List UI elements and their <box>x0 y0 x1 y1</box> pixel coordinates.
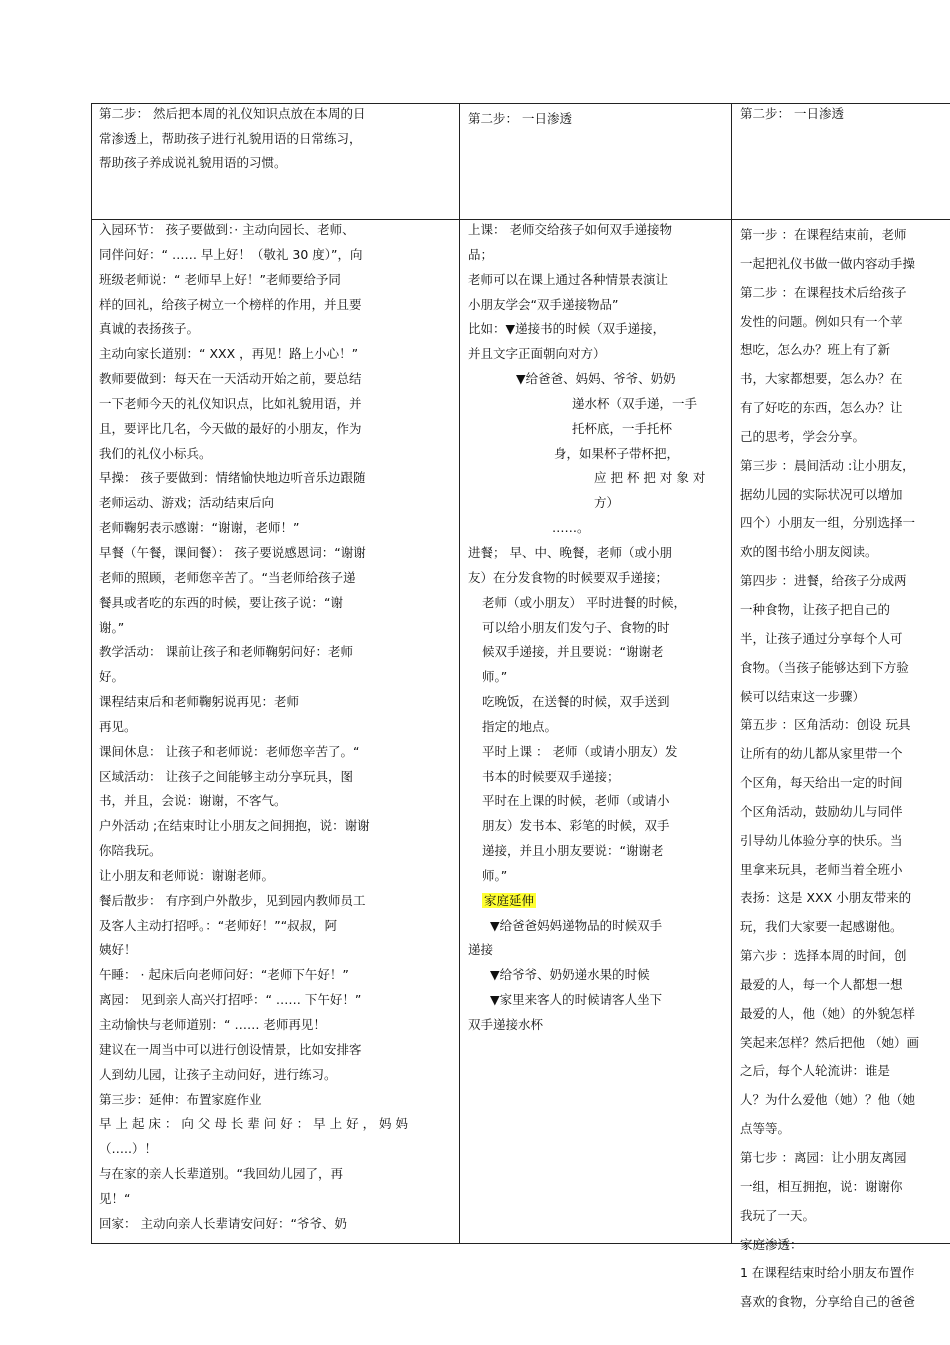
text-line-content: 方） <box>594 495 620 511</box>
text-line-content: 候双手递接，并且要说：“谢谢老 <box>482 644 664 660</box>
text-line <box>740 1144 950 1173</box>
text-line <box>99 938 455 963</box>
text-line-content: 户外活动 ;在结束时让小朋友之间拥抱，说：谢谢 <box>99 818 370 834</box>
text-line <box>740 654 950 683</box>
text-line-content: 第六步 ：选择本周的时间，创 <box>740 948 907 964</box>
text-line-content: 有了好吃的东西，怎么办？让 <box>740 400 903 416</box>
column-divider-2 <box>731 103 732 1244</box>
text-line <box>99 218 455 243</box>
text-line-content: 且，要评比几名，今天做的最好的小朋友，作为 <box>99 420 362 436</box>
text-line <box>468 243 726 268</box>
text-line <box>468 367 726 392</box>
text-line-content: 平时在上课的时候，老师（或请小 <box>482 793 670 809</box>
text-line <box>740 1086 950 1115</box>
text-line <box>99 765 455 790</box>
text-line-content: 里拿来玩具，老师当着全班小 <box>740 861 903 877</box>
text-line-content: 笑起来怎样？然后把他 （她）画 <box>740 1034 919 1050</box>
text-line <box>468 938 726 963</box>
text-line-content: 身，如果杯子带杯把， <box>554 445 680 461</box>
text-line-content: 指定的地点。 <box>482 718 558 734</box>
text-line <box>740 1231 950 1260</box>
text-line <box>740 942 950 971</box>
text-line <box>468 864 726 889</box>
text-line-content: 餐后散步： 有序到户外散步，见到园内教师员工 <box>99 892 366 908</box>
text-line <box>740 913 950 942</box>
text-line <box>740 1029 950 1058</box>
text-line <box>99 1162 455 1187</box>
text-line-content: 第四步 ：进餐，给孩子分成两 <box>740 573 907 589</box>
text-line: 常渗透上，帮助孩子进行礼貌用语的日常练习， <box>99 130 362 146</box>
text-line-content: 师。” <box>482 669 508 685</box>
text-line-content: 表扬：这是 XXX 小朋友带来的 <box>740 890 912 906</box>
text-line-content: 朋友）发书本、彩笔的时候，双手 <box>482 818 670 834</box>
text-line-content: 可以给小朋友们发勺子、食物的时 <box>482 619 670 635</box>
text-line <box>740 250 950 279</box>
text-line-content: 一组，相互拥抱，说：谢谢你 <box>740 1178 903 1194</box>
text-line: 第二步： 然后把本周的礼仪知识点放在本周的日 <box>99 106 366 121</box>
text-line-content: 友）在分发食物的时候要双手递接； <box>468 569 669 585</box>
text-line <box>740 884 950 913</box>
text-line <box>740 1288 950 1317</box>
text-line-content: 托杯底，一手托杯 <box>572 420 673 436</box>
text-line-content: 老师的照顾，老师您辛苦了。“当老师给孩子递 <box>99 569 356 585</box>
text-line <box>99 591 455 616</box>
text-line <box>468 814 726 839</box>
text-line <box>99 665 455 690</box>
text-line <box>740 279 950 308</box>
text-line-content: 书，并且，会说：谢谢，不客气。 <box>99 793 287 809</box>
text-line-content: 真诚的表扬孩子。 <box>99 321 200 337</box>
text-line <box>99 317 455 342</box>
text-line <box>99 889 455 914</box>
text-line-content: 谢。” <box>99 619 125 635</box>
text-line <box>740 308 950 337</box>
text-line <box>99 963 455 988</box>
col3-body-cell <box>740 221 950 1317</box>
text-line-content: 吃晚饭，在送餐的时候，双手送到 <box>482 694 670 710</box>
text-line <box>468 914 726 939</box>
text-line-content: 据幼儿园的实际状况可以增加 <box>740 486 903 502</box>
text-line-content: 教师要做到：每天在一天活动开始之前，要总结 <box>99 371 362 387</box>
text-line-content: 课间休息： 让孩子和老师说：老师您辛苦了。“ <box>99 743 360 759</box>
text-line <box>740 625 950 654</box>
text-line-content: 人？为什么爱他（她）？他（她 <box>740 1092 916 1108</box>
col2-body-cell <box>468 218 726 1038</box>
text-line-content: （…..）！ <box>99 1141 157 1157</box>
text-line <box>468 317 726 342</box>
text-line-content: 欢的图书给小朋友阅读。 <box>740 544 878 560</box>
text-line <box>740 481 950 510</box>
text-line <box>740 1000 950 1029</box>
text-line-content: 我们的礼仪小标兵。 <box>99 445 212 461</box>
text-line-content: 最爱的人，他（她）的外貌怎样 <box>740 1005 916 1021</box>
text-line <box>99 491 455 516</box>
text-line <box>740 827 950 856</box>
text-line-content: 书本的时候要双手递接； <box>482 768 620 784</box>
text-line-content: ▼给爸爸妈妈递物品的时候双手 <box>490 917 663 933</box>
top-row-col1-cell <box>99 102 455 176</box>
top-row-col3-cell <box>740 102 950 127</box>
text-line <box>740 365 950 394</box>
text-line <box>468 417 726 442</box>
text-line-content: 姨好！ <box>99 942 137 958</box>
text-line <box>740 1115 950 1144</box>
text-line-content: ▼给爸爸、妈妈、爷爷、奶奶 <box>516 371 676 387</box>
text-line-content: 递接 <box>468 942 494 958</box>
text-line-content: 区域活动： 让孩子之间能够主动分享玩具，图 <box>99 768 353 784</box>
text-line-content: 应 把 杯 把 对 象 对 <box>594 470 706 486</box>
text-line-content: 第七步 ：离园：让小朋友离园 <box>740 1150 907 1165</box>
text-line-content: 一下老师今天的礼仪知识点，比如礼貌用语，并 <box>99 395 362 411</box>
text-line-content: 老师（或小朋友） 平时进餐的时候， <box>482 594 686 610</box>
text-line <box>740 683 950 712</box>
text-line <box>99 988 455 1013</box>
text-line-content: 玩，我们大家要一起感谢他。 <box>740 919 903 935</box>
text-line <box>99 466 455 491</box>
text-line-content: 样的回礼，给孩子树立一个榜样的作用，并且要 <box>99 296 362 312</box>
column-divider-1 <box>459 103 460 1244</box>
text-line <box>99 1063 455 1088</box>
text-line-content: 好。 <box>99 669 125 685</box>
text-line-content: 1 在课程结束时给小朋友布置作 <box>740 1265 915 1281</box>
text-line <box>99 293 455 318</box>
text-line <box>99 914 455 939</box>
text-line <box>99 243 455 268</box>
step-heading: 第二步： 一日渗透 <box>468 111 572 126</box>
text-line-content: 课程结束后和老师鞠躬说再见：老师 <box>99 694 300 710</box>
text-line <box>468 839 726 864</box>
text-line-content: 半，让孩子通过分享每个人可 <box>740 630 903 646</box>
text-line-content: 己的思考，学会分享。 <box>740 428 866 444</box>
text-line <box>99 1112 455 1137</box>
text-line <box>740 711 950 740</box>
text-line <box>99 516 455 541</box>
text-line-content: 四个）小朋友一组，分别选择一 <box>740 515 916 531</box>
text-line-content: 餐具或者吃的东西的时候，要让孩子说：“谢 <box>99 594 343 610</box>
text-line <box>468 342 726 367</box>
text-line-content: 早操： 孩子要做到：情绪愉快地边听音乐边跟随 <box>99 470 366 486</box>
text-line <box>99 640 455 665</box>
text-line-content: ▼给爷爷、奶奶递水果的时候 <box>490 967 650 983</box>
text-line-content: 递接，并且小朋友要说：“谢谢老 <box>482 843 664 859</box>
text-line <box>99 417 455 442</box>
text-line <box>99 342 455 367</box>
text-line <box>468 566 726 591</box>
text-line-content: 一种食物，让孩子把自己的 <box>740 601 891 617</box>
text-line <box>740 1202 950 1231</box>
text-line-content: 递水杯（双手递，一手 <box>572 395 698 411</box>
text-line-content: 人到幼儿园，让孩子主动问好，进行练习。 <box>99 1066 337 1082</box>
text-line <box>468 640 726 665</box>
text-line <box>99 541 455 566</box>
text-line <box>468 740 726 765</box>
text-line-content: 第二步 ：在课程技术后给孩子 <box>740 284 907 300</box>
text-line <box>468 392 726 417</box>
text-line-content: 回家： 主动向亲人长辈请安问好：“爷爷、奶 <box>99 1215 347 1231</box>
text-line <box>99 566 455 591</box>
text-line <box>468 516 726 541</box>
text-line <box>740 221 950 250</box>
text-line <box>740 596 950 625</box>
text-line-content: 建议在一周当中可以进行创设情景，比如安排客 <box>99 1041 362 1057</box>
text-line-content: 早 上 起 床 ： 向 父 母 长 辈 问 好 ： 早 上 好 ， 妈 妈 <box>99 1116 409 1132</box>
text-line <box>99 1187 455 1212</box>
text-line <box>99 789 455 814</box>
table-left-border <box>91 103 92 1244</box>
text-line <box>468 1013 726 1038</box>
text-line-content: 及客人主动打招呼。：“老师好！”“叔叔，阿 <box>99 917 338 933</box>
text-line <box>740 336 950 365</box>
text-line <box>740 856 950 885</box>
text-line <box>740 1173 950 1202</box>
text-line <box>740 1057 950 1086</box>
text-line-content: 食物。（当孩子能够达到下方验 <box>740 659 909 675</box>
text-line: 帮助孩子养成说礼貌用语的习惯。 <box>99 155 287 171</box>
text-line-content: 之后，每个人轮流讲：谁是 <box>740 1063 891 1079</box>
step-heading: 第二步： 一日渗透 <box>740 106 844 121</box>
text-line-content: 并且文字正面朝向对方） <box>468 346 606 362</box>
text-line-content: 第一步 ：在课程结束前，老师 <box>740 227 907 242</box>
text-line-content: 家庭渗透： <box>740 1236 803 1252</box>
text-line-content: 第三步 ：晨间活动 :让小朋友， <box>740 457 915 473</box>
text-line <box>99 367 455 392</box>
text-line <box>99 715 455 740</box>
text-line-content: 教学活动： 课前让孩子和老师鞠躬问好：老师 <box>99 644 353 660</box>
text-line-content: 师。” <box>482 867 508 883</box>
text-line-content: 个区角活动，鼓励幼儿与同伴 <box>740 803 903 819</box>
text-line-content: 离园： 见到亲人高兴打招呼：“ …… 下午好！” <box>99 992 362 1008</box>
text-line-content: 进餐； 早、中、晚餐，老师（或小朋 <box>468 544 672 560</box>
text-line-content: 候可以结束这一步骤） <box>740 688 866 704</box>
text-line <box>468 293 726 318</box>
text-line <box>468 690 726 715</box>
text-line <box>740 423 950 452</box>
text-line <box>468 268 726 293</box>
text-line-content: 书，大家都想要，怎么办？在 <box>740 371 903 387</box>
text-line <box>99 1013 455 1038</box>
text-line <box>740 538 950 567</box>
text-line-content: 主动向家长道别：“ XXX ，再见！路上小心！” <box>99 346 359 362</box>
text-line <box>99 268 455 293</box>
text-line-content: 老师运动、游戏；活动结束后向 <box>99 495 275 511</box>
text-line <box>468 466 726 491</box>
text-line <box>468 491 726 516</box>
text-line-content: 最爱的人，每一个人都想一想 <box>740 976 903 992</box>
text-line <box>468 889 726 914</box>
text-line-content: ▼家里来客人的时候请客人坐下 <box>490 992 663 1008</box>
text-line-content: 双手递接水杯 <box>468 1017 544 1032</box>
text-line <box>99 864 455 889</box>
text-line <box>740 452 950 481</box>
text-line-content: 平时上课 ： 老师（或请小朋友）发 <box>482 743 678 759</box>
text-line-content: 一起把礼仪书做一做内容动手操 <box>740 255 916 271</box>
text-line <box>99 814 455 839</box>
text-line-content: 引导幼儿体验分享的快乐。当 <box>740 832 903 848</box>
text-line <box>99 442 455 467</box>
text-line <box>99 1212 455 1237</box>
text-line <box>740 769 950 798</box>
text-line-content: 主动愉快与老师道别：“ …… 老师再见！ <box>99 1017 326 1032</box>
text-line <box>468 765 726 790</box>
text-line <box>99 616 455 641</box>
text-line-content: 再见。 <box>99 718 137 734</box>
text-line-content: 第三步：延伸：布置家庭作业 <box>99 1091 262 1107</box>
text-line-content: ……。 <box>552 520 590 536</box>
text-line <box>740 740 950 769</box>
text-line <box>468 591 726 616</box>
text-line-content: 让所有的幼儿都从家里带一个 <box>740 746 903 762</box>
text-line <box>740 509 950 538</box>
text-line-content: 你陪我玩。 <box>99 843 162 859</box>
text-line <box>99 1088 455 1113</box>
text-line-content: 同伴问好：“ …… 早上好！（敬礼 30 度）”，向 <box>99 246 363 262</box>
text-line-content: 早餐（午餐，课间餐）： 孩子要说感恩词：“谢谢 <box>99 544 366 560</box>
text-line <box>468 715 726 740</box>
text-line-content: 入园环节： 孩子要做到：· 主动向园长、老师、 <box>99 222 355 237</box>
top-row-col2-cell <box>468 107 728 132</box>
text-line-content: 想吃，怎么办？班上有了新 <box>740 342 891 358</box>
text-line <box>99 740 455 765</box>
text-line <box>740 394 950 423</box>
text-line-content: 点等等。 <box>740 1121 791 1137</box>
text-line-content: 上课： 老师交给孩子如何双手递接物 <box>468 222 672 237</box>
text-line <box>468 988 726 1013</box>
text-line-content: 见！“ <box>99 1190 131 1206</box>
col1-body-cell <box>99 218 455 1237</box>
text-line-content: 班级老师说：“ 老师早上好！”老师要给予同 <box>99 271 341 287</box>
text-line <box>740 1259 950 1288</box>
text-line <box>468 541 726 566</box>
text-line <box>99 1038 455 1063</box>
text-line-content: 个区角，每天给出一定的时间 <box>740 775 903 791</box>
text-line-content: 与在家的亲人长辈道别。“我回幼儿园了，再 <box>99 1166 343 1182</box>
text-line-content: 午睡： · 起床后向老师问好：“老师下午好！” <box>99 967 349 983</box>
text-line <box>468 442 726 467</box>
text-line-content: 比如：▼递接书的时候（双手递接， <box>468 321 666 337</box>
text-line-content: 小朋友学会“双手递接物品” <box>468 296 619 312</box>
text-line-content: 喜欢的食物，分享给自己的爸爸 <box>740 1294 916 1310</box>
text-line <box>740 798 950 827</box>
text-line-content: 发性的问题。例如只有一个苹 <box>740 313 903 329</box>
text-line-content: 老师鞠躬表示感谢：“谢谢，老师！” <box>99 520 300 536</box>
text-line <box>99 392 455 417</box>
text-line-content: 第五步 ：区角活动：创设 玩具 <box>740 717 911 733</box>
text-line-content: 老师可以在课上通过各种情景表演让 <box>468 271 669 287</box>
text-line <box>468 963 726 988</box>
text-line <box>468 616 726 641</box>
text-line <box>99 839 455 864</box>
text-line <box>468 665 726 690</box>
highlighted-heading: 家庭延伸 <box>484 892 535 908</box>
text-line <box>740 567 950 596</box>
text-line <box>740 971 950 1000</box>
text-line <box>468 789 726 814</box>
text-line <box>468 218 726 243</box>
text-line-content: 让小朋友和老师说：谢谢老师。 <box>99 867 275 883</box>
text-line <box>99 690 455 715</box>
text-line-content: 我玩了一天。 <box>740 1207 816 1223</box>
text-line <box>99 1137 455 1162</box>
text-line-content: 品； <box>468 246 494 262</box>
